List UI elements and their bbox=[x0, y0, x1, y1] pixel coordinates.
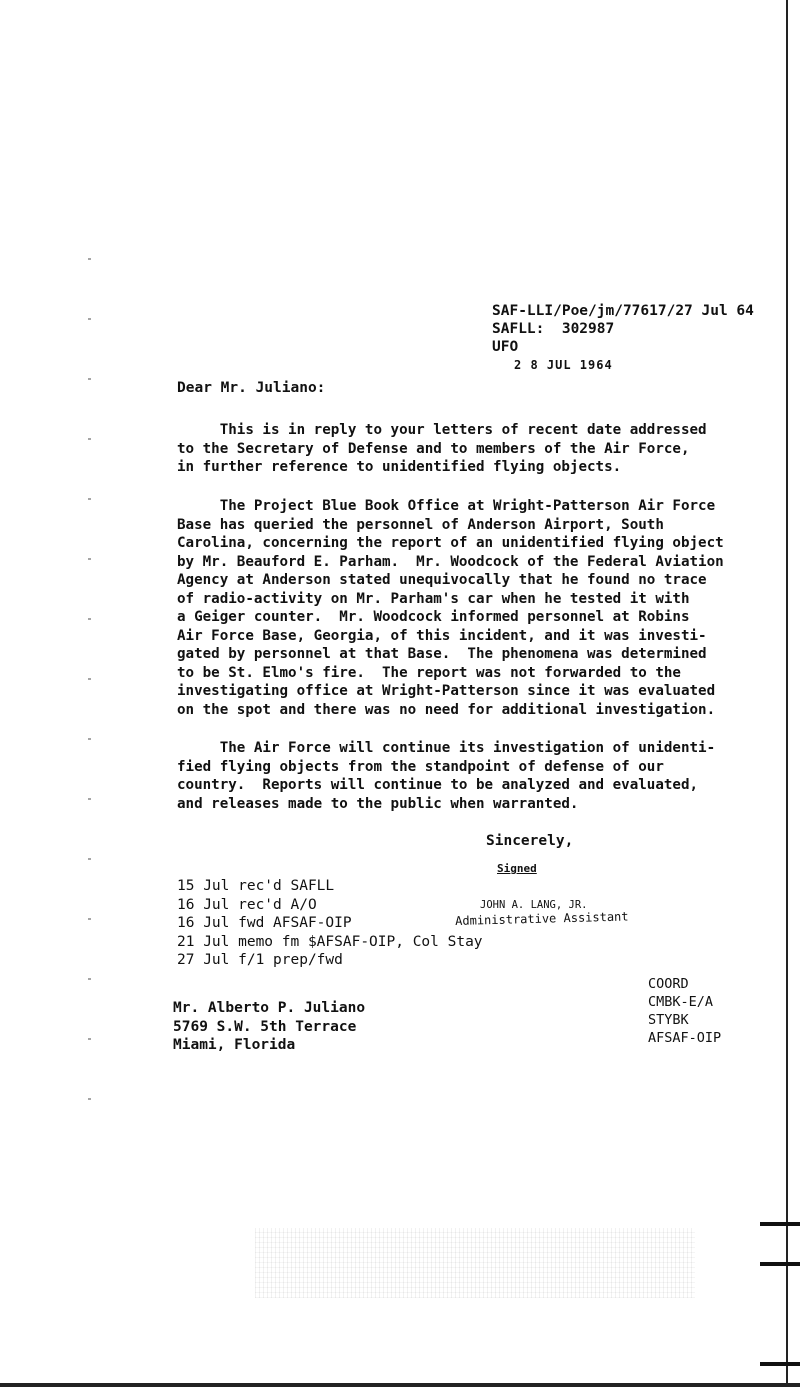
closing: Sincerely, bbox=[486, 833, 574, 849]
coordination-block bbox=[648, 975, 721, 1047]
coordination-line: COORD bbox=[648, 976, 689, 992]
salutation: Dear Mr. Juliano: bbox=[177, 380, 326, 396]
date-stamp: 2 8 JUL 1964 bbox=[514, 358, 613, 372]
body-paragraph: This is in reply to your letters of recent date addressed to the Secretary of Defense and to members of the Air Force, in further reference to unidentified flying objects. bbox=[177, 422, 707, 475]
signed-note: Signed bbox=[497, 862, 537, 875]
body-paragraph: The Project Blue Book Office at Wright-Patterson Air Force Base has queried the personnel of Anderson Airport, South Carolina, concerning the report of an unidentified flying object by Mr. Beauford E. Parham. Mr. Woodcock of the Federal Aviation Agency at Anderson stated unequivocally that he found no trace of radio-activity on Mr. Parham's car when he tested it with a Geiger counter. Mr. Woodcock informed personnel at Robins Air Force Base, Georgia, of this incident, and it was investi- gated by personnel at that Base. The phenomena was determined to be St. Elmo's fire. The report was not forwarded to the investigating office at Wright-Patterson since it was evaluated on the spot and there was no need for additional investigation. bbox=[177, 498, 724, 718]
coordination-line: AFSAF-OIP bbox=[648, 1030, 722, 1046]
signatory-name: JOHN A. LANG, JR. bbox=[480, 899, 588, 911]
edge-mark bbox=[760, 1222, 800, 1226]
routing-note: 15 Jul rec'd SAFLL bbox=[177, 878, 335, 894]
addressee-line: 5769 S.W. 5th Terrace bbox=[173, 1018, 357, 1035]
routing-note: 21 Jul memo fm $AFSAF-OIP, Col Stay bbox=[177, 933, 483, 950]
addressee-line: Mr. Alberto P. Juliano bbox=[173, 1000, 366, 1016]
routing-notes bbox=[177, 877, 483, 970]
margin-specks bbox=[88, 200, 91, 1100]
page-bottom-edge bbox=[0, 1383, 800, 1387]
routing-note: 16 Jul fwd AFSAF-OIP bbox=[177, 915, 352, 931]
page-right-edge bbox=[786, 0, 800, 1387]
coordination-line: CMBK-E/A bbox=[648, 994, 714, 1010]
reference-line: UFO bbox=[492, 339, 519, 355]
routing-note: 16 Jul rec'd A/O bbox=[177, 896, 317, 913]
addressee-block bbox=[173, 999, 365, 1055]
body-paragraph: The Air Force will continue its investigation of unidenti- fied flying objects from the standpoint of defense of our country. Reports will continue to be analyzed and evaluated, and releases made to the public when warranted. bbox=[177, 740, 716, 812]
coordination-line: STYBK bbox=[648, 1012, 689, 1028]
routing-note: 27 Jul f/1 prep/fwd bbox=[177, 952, 343, 968]
addressee-line: Miami, Florida bbox=[173, 1037, 296, 1053]
signatory-title: Administrative Assistant bbox=[455, 909, 629, 928]
edge-mark bbox=[760, 1262, 800, 1266]
reference-line: SAFLL: 302987 bbox=[492, 321, 615, 337]
reference-block bbox=[492, 302, 754, 356]
reference-line: SAF-LLI/Poe/jm/77617/27 Jul 64 bbox=[492, 303, 754, 319]
edge-mark bbox=[760, 1362, 800, 1366]
scan-noise bbox=[255, 1228, 695, 1298]
